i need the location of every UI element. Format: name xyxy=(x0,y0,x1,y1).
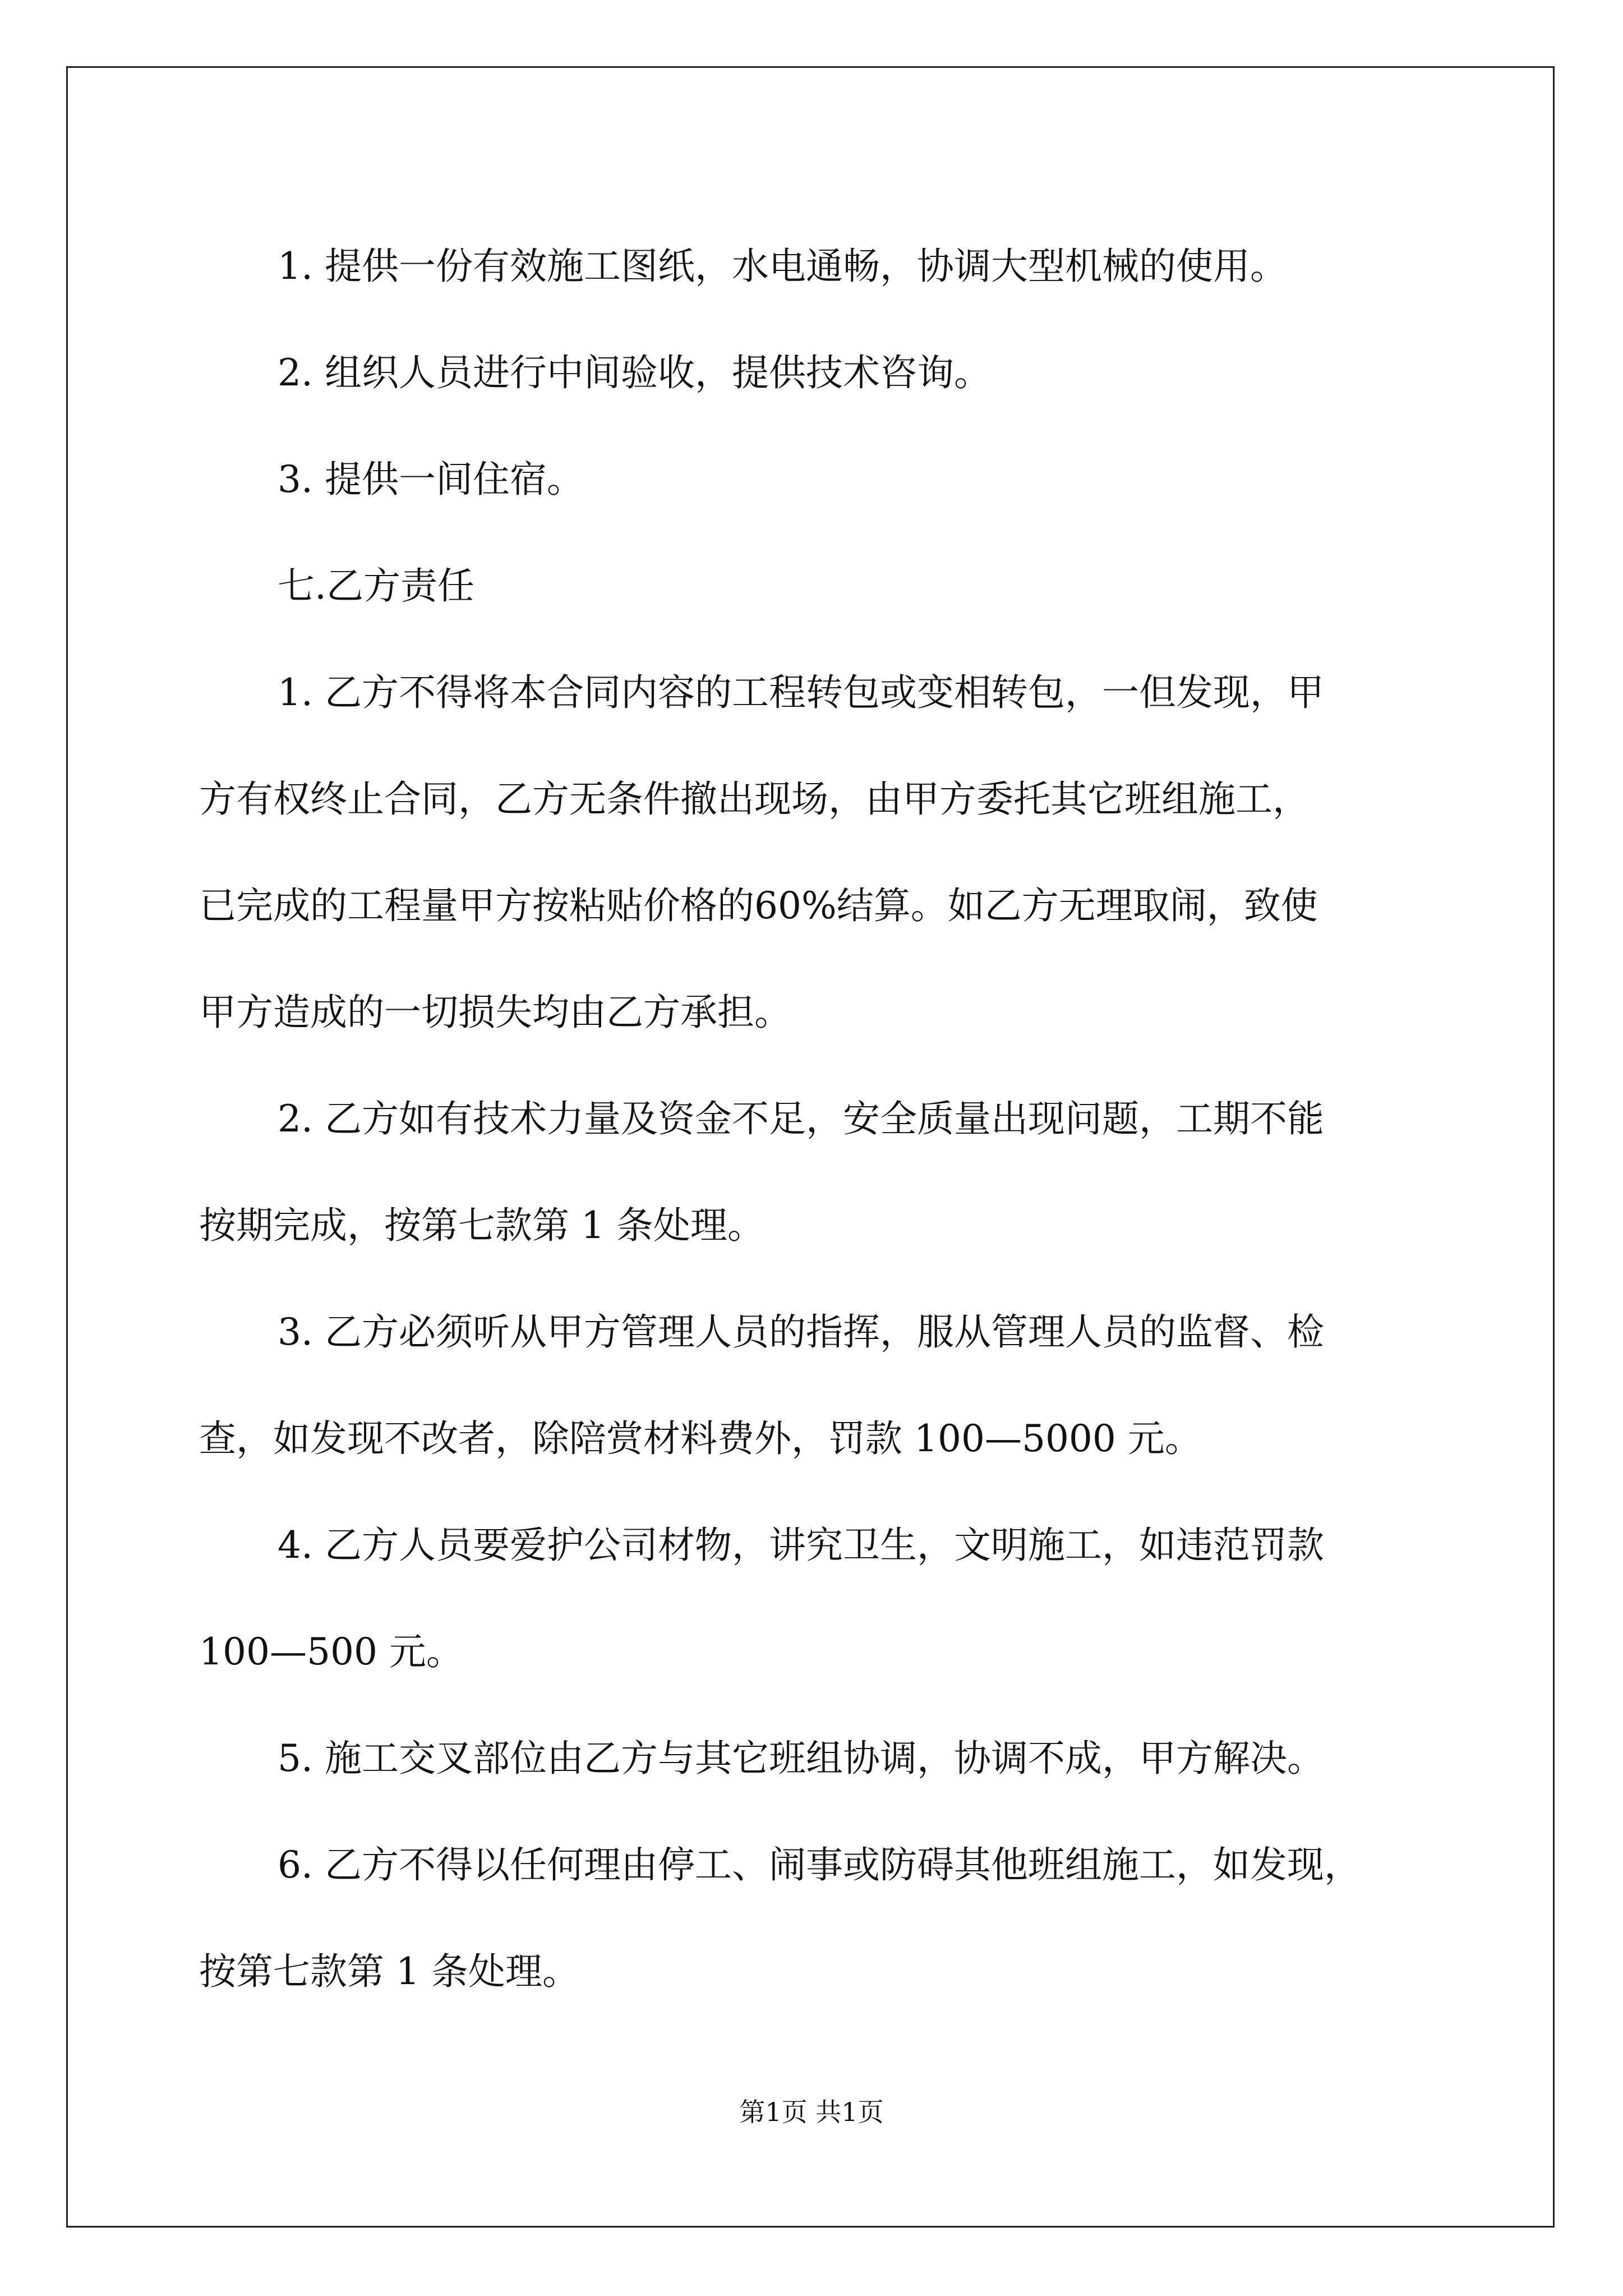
paragraph-line: 方有权终止合同，乙方无条件撤出现场，由甲方委托其它班组施工， xyxy=(199,777,1310,821)
paragraph-line: 按第七款第 1 条处理。 xyxy=(199,1950,579,1993)
paragraph-line: 4. 乙方人员要爱护公司材物，讲究卫生，文明施工，如违范罚款 xyxy=(278,1524,1324,1567)
paragraph-line: 2. 组织人员进行中间验收，提供技术咨询。 xyxy=(278,351,991,394)
paragraph-line: 2. 乙方如有技术力量及资金不足，安全质量出现问题，工期不能 xyxy=(278,1097,1324,1140)
paragraph-line: 6. 乙方不得以任何理由停工、闹事或防碍其他班组施工，如发现， xyxy=(278,1843,1361,1887)
section-heading: 七.乙方责任 xyxy=(278,564,474,608)
paragraph-line: 3. 提供一间住宿。 xyxy=(278,458,584,501)
paragraph-line: 5. 施工交叉部位由乙方与其它班组协调，协调不成，甲方解决。 xyxy=(278,1737,1324,1780)
document-body xyxy=(199,213,1433,2025)
page-footer: 第1页 共1页 xyxy=(739,2097,884,2127)
paragraph-line: 1. 提供一份有效施工图纸，水电通畅，协调大型机械的使用。 xyxy=(278,245,1287,288)
paragraph-line: 甲方造成的一切损失均由乙方承担。 xyxy=(199,991,791,1034)
paragraph-line: 查，如发现不改者，除陪赏材料费外，罚款 100—5000 元。 xyxy=(199,1417,1202,1460)
paragraph-line: 100—500 元。 xyxy=(199,1630,463,1673)
paragraph-line: 已完成的工程量甲方按粘贴价格的60%结算。如乙方无理取闹，致使 xyxy=(199,884,1318,927)
paragraph-line: 按期完成，按第七款第 1 条处理。 xyxy=(199,1204,764,1247)
paragraph-line: 1. 乙方不得将本合同内容的工程转包或变相转包，一但发现，甲 xyxy=(278,671,1324,714)
paragraph-line: 3. 乙方必须听从甲方管理人员的指挥，服从管理人员的监督、检 xyxy=(278,1310,1324,1354)
